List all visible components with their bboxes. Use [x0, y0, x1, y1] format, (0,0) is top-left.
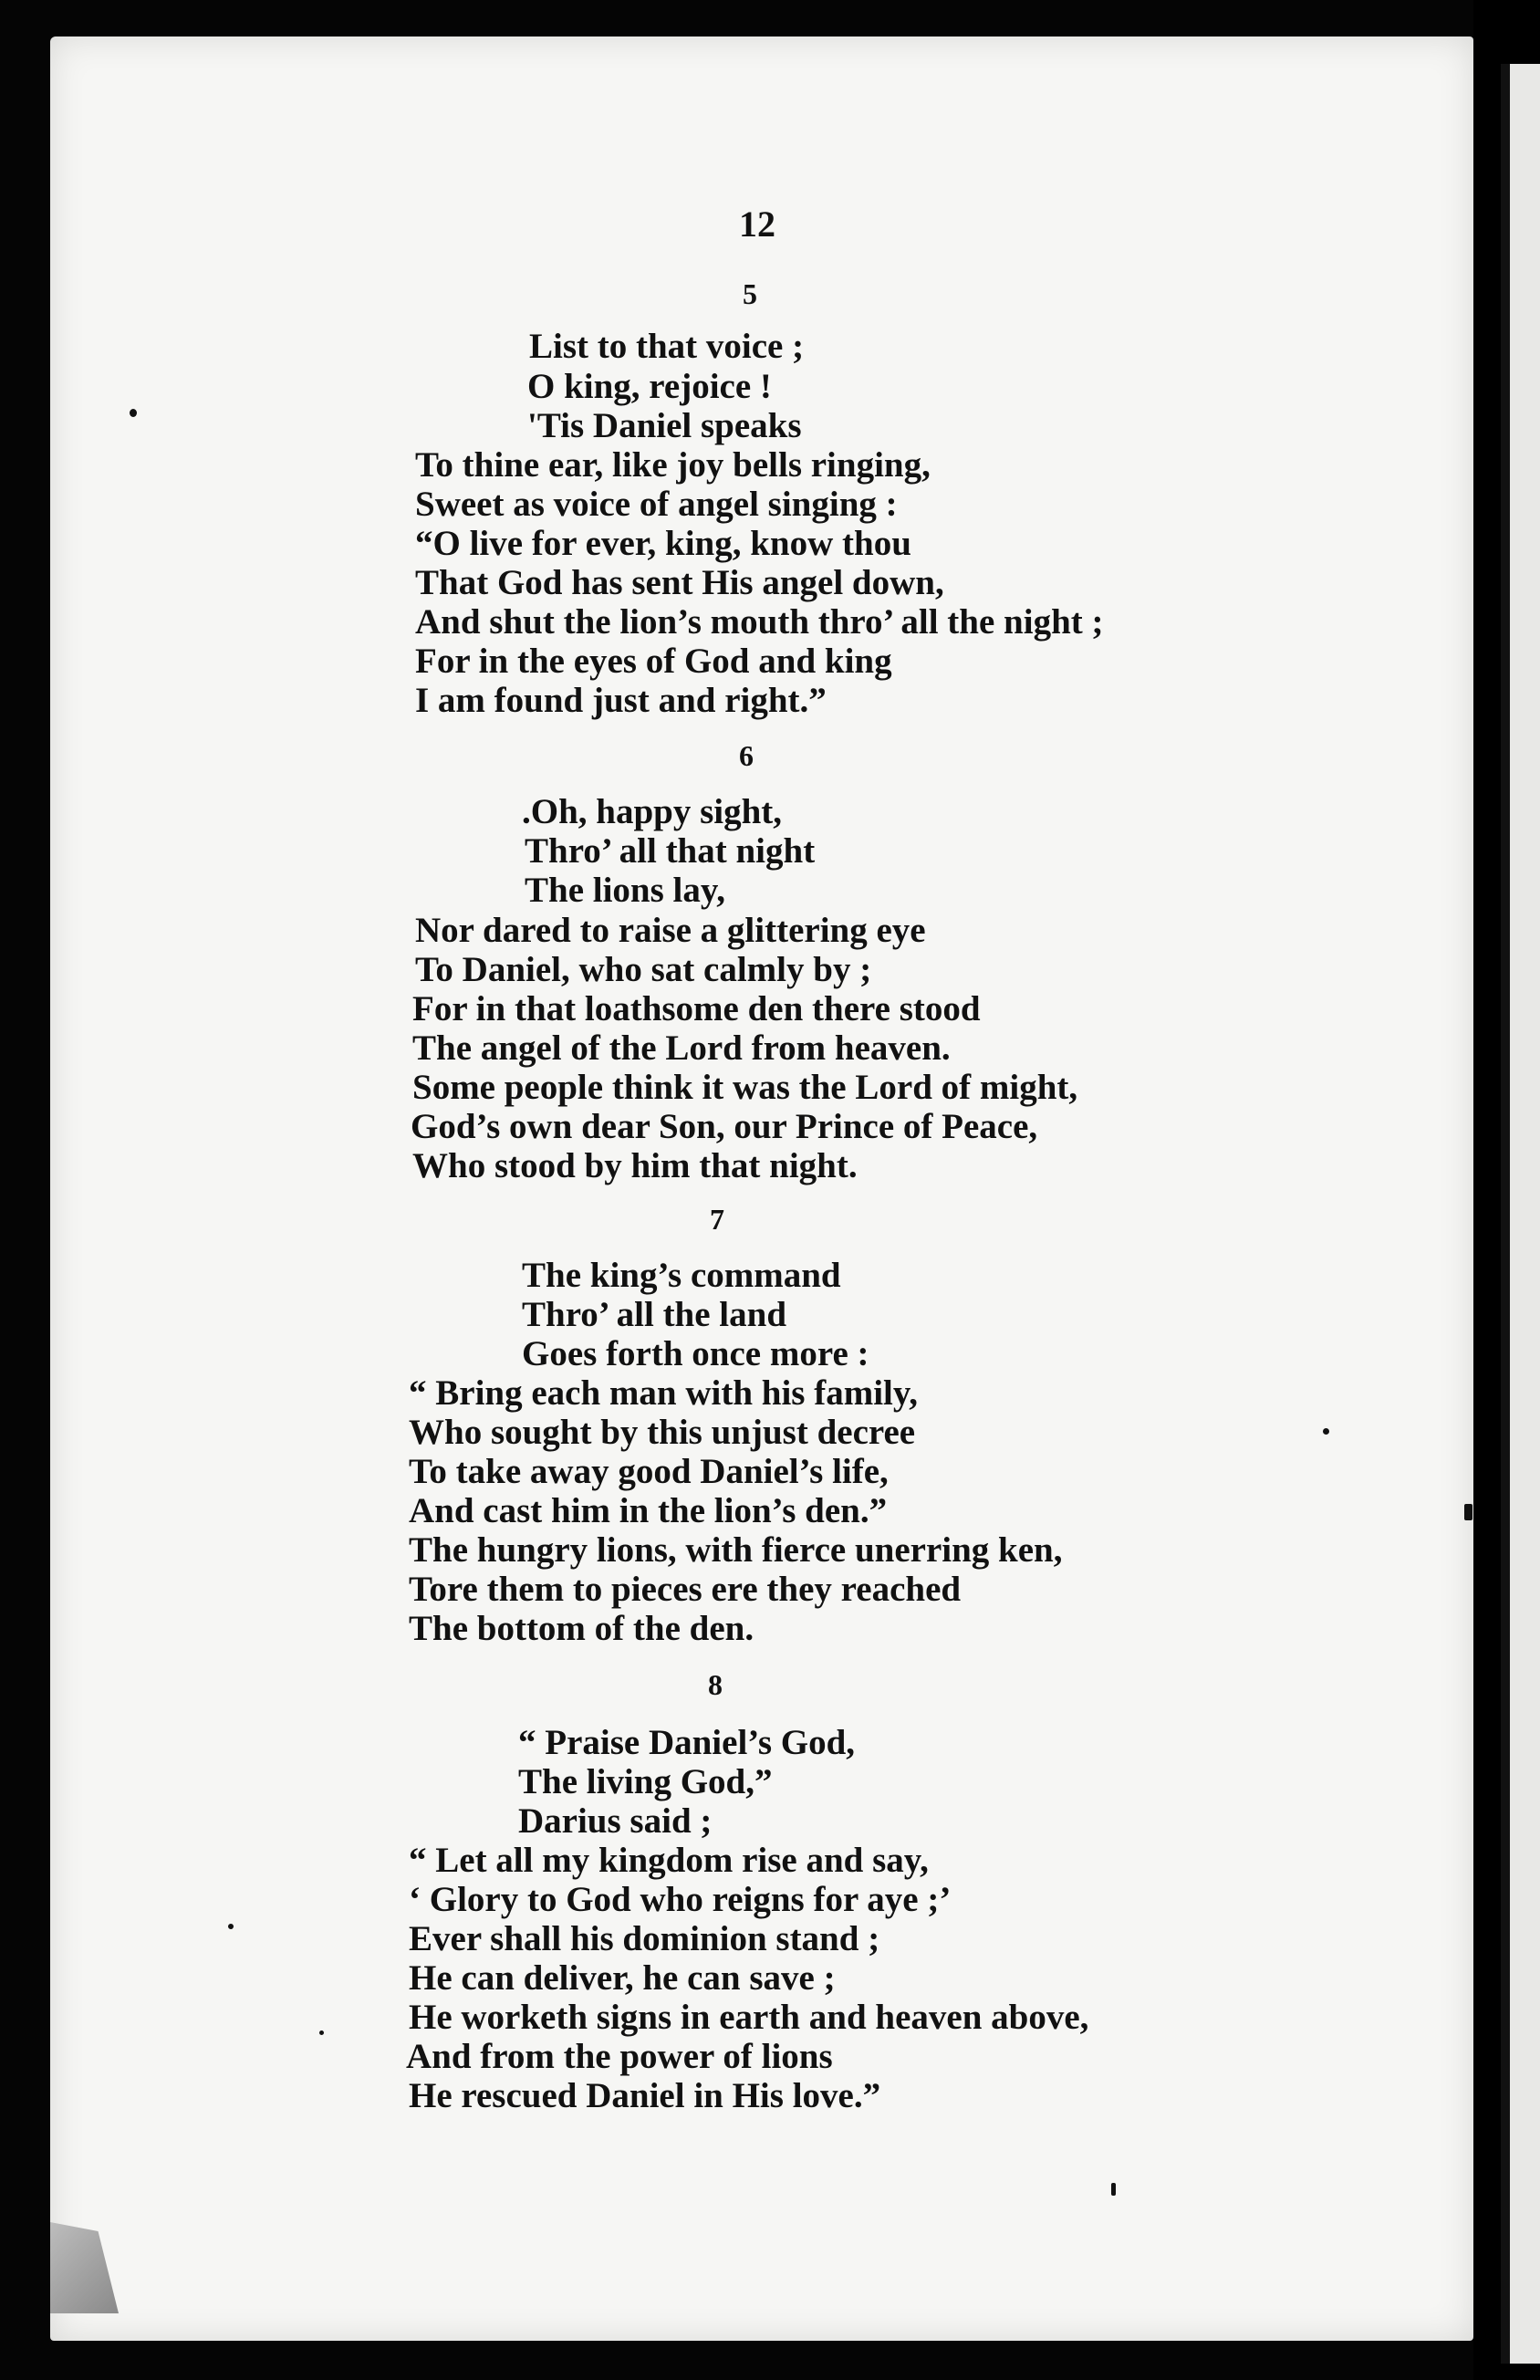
- ink-speck: [130, 409, 137, 417]
- verse-line: “ Let all my kingdom rise and say,: [409, 1841, 929, 1880]
- verse-line: Goes forth once more :: [522, 1334, 869, 1373]
- verse-line: To thine ear, like joy bells ringing,: [415, 445, 931, 485]
- verse-line: He can deliver, he can save ;: [409, 1958, 836, 1998]
- verse-line: Who sought by this unjust decree: [409, 1413, 916, 1452]
- verse-line: And from the power of lions: [406, 2037, 833, 2076]
- verse-line: For in the eyes of God and king: [415, 642, 892, 681]
- verse-line: The angel of the Lord from heaven.: [412, 1028, 951, 1068]
- verse-line: Tore them to pieces ere they reached: [409, 1570, 962, 1609]
- adjacent-page-strip: [1501, 64, 1540, 2364]
- verse-line: The bottom of the den.: [409, 1609, 754, 1648]
- verse-line: And cast him in the lion’s den.”: [409, 1491, 888, 1530]
- verse-line: And shut the lion’s mouth thro’ all the night ;: [415, 602, 1104, 642]
- verse-line: That God has sent His angel down,: [415, 563, 944, 602]
- verse-line: Nor dared to raise a glittering eye: [415, 911, 926, 950]
- stanza-number: 7: [710, 1203, 724, 1236]
- stanza-number: 5: [743, 277, 757, 310]
- ink-speck: [1323, 1428, 1329, 1435]
- page-number: 12: [739, 204, 775, 245]
- verse-line: The lions lay,: [525, 871, 725, 910]
- verse-line: For in that loathsome den there stood: [412, 989, 981, 1028]
- verse-line: Thro’ all the land: [522, 1295, 787, 1334]
- verse-line: He worketh signs in earth and heaven above,: [409, 1998, 1089, 2037]
- verse-line: Sweet as voice of angel singing :: [415, 485, 898, 524]
- stanza-number: 8: [708, 1668, 723, 1701]
- verse-line: .Oh, happy sight,: [522, 792, 783, 831]
- verse-line: “ Praise Daniel’s God,: [518, 1723, 856, 1762]
- verse-line: He rescued Daniel in His love.”: [409, 2076, 881, 2115]
- verse-line: “O live for ever, king, know thou: [415, 524, 911, 563]
- verse-line: To take away good Daniel’s life,: [409, 1452, 889, 1491]
- verse-line: To Daniel, who sat calmly by ;: [415, 950, 872, 989]
- ink-speck: [319, 2030, 324, 2035]
- ink-speck: [1111, 2183, 1116, 2196]
- verse-line: God’s own dear Son, our Prince of Peace,: [411, 1107, 1038, 1146]
- verse-line: The hungry lions, with fierce unerring ken,: [409, 1530, 1063, 1570]
- verse-line: O king, rejoice !: [527, 367, 772, 406]
- verse-line: Thro’ all that night: [525, 831, 816, 871]
- ink-speck: [1464, 1504, 1472, 1520]
- stanza-number: 6: [739, 739, 754, 772]
- verse-line: Darius said ;: [518, 1801, 713, 1841]
- verse-line: 'Tis Daniel speaks: [527, 406, 802, 445]
- verse-line: List to that voice ;: [529, 327, 805, 366]
- verse-line: “ Bring each man with his family,: [409, 1373, 918, 1413]
- verse-line: The living God,”: [518, 1762, 773, 1801]
- verse-line: Who stood by him that night.: [412, 1146, 858, 1185]
- verse-line: ‘ Glory to God who reigns for aye ;’: [409, 1880, 952, 1919]
- verse-line: I am found just and right.”: [415, 681, 827, 720]
- verse-line: The king’s command: [522, 1256, 841, 1295]
- verse-line: Ever shall his dominion stand ;: [409, 1919, 880, 1958]
- ink-speck: [228, 1924, 234, 1929]
- verse-line: Some people think it was the Lord of might,: [412, 1068, 1078, 1107]
